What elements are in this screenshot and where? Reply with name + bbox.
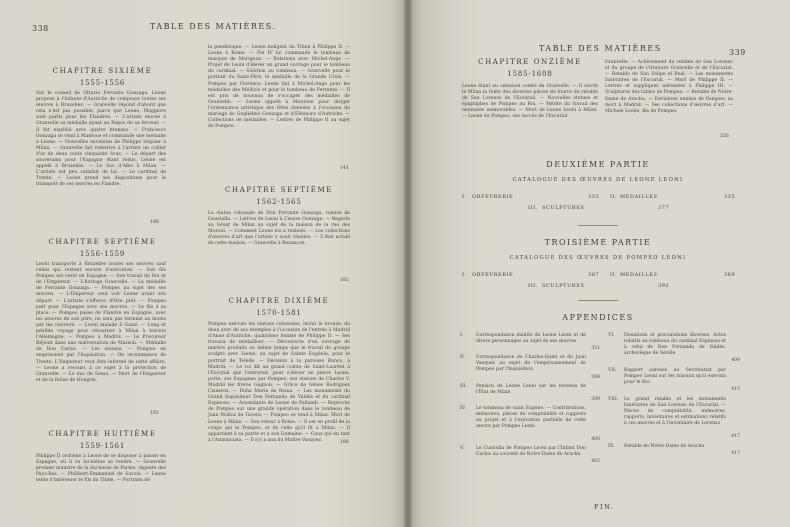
appendix-number: IX. (608, 444, 615, 449)
page-number: 339 (729, 48, 746, 57)
appendix-entry (460, 333, 600, 352)
catalogue-list (462, 194, 738, 216)
appendix-number: VIII. (608, 397, 619, 402)
appendix-number: VII. (608, 368, 617, 373)
chapter-summary (462, 84, 598, 144)
page-ref: 182 (340, 278, 349, 283)
summary-text: Pompeo exécute les statues colossales, inclut le bronze, du deux avec de ses exemples à l'occasion de l'entrée à Madrid d'Anne d'Autriche, quatrième femme de Philippe II. — Ses travaux de médailleur. — Découverte d'un ouvrage de marbre produits en même temps que le travail du groupe sculpté avec Leone, au sujet de Sainte Eugénie, pour le portrait de Tolède. — Décision à la paroisse Bunco, à Madrid. — Le roi dit au grand comte de Saint-Laurent à l'Escorial que l'entrerait, pour s'élever en pierre Leone, porte, ses Espagnes par Pompeo, ses statues de Charles V. Madrid les frères Gagnon. — Grâce de Génes Rodríguez Cisneros. — Doña Maria de Reina. — Les monuments du Grand Inquisiteur Don Fernando de Valdés et du cardinal Espinosa. — Ascendants de Leone de Pallandi. — Reproche de Pompeo sur une grande opération dans le tombeau de Juan Muñoz de Tavera. — Pompeo se rend à Milan. Mort de Leone à Milan. — Son retour à Rome. — Il est en profil de la coupe qui le Pompeo, et de celle qu'il fit à Milan. — Il appartient à sa patrie et a son Domaine. — Ceux qui en tant à l'Annunciata. — Il n'y a aux du Maître Vasquez. (208, 322, 350, 443)
page-number: 338 (32, 24, 49, 33)
entry-number: III. (528, 283, 538, 289)
appendix-page: 399 (591, 396, 600, 402)
page-ref: 188 (150, 220, 159, 225)
entry-label: MÉDAILLES (620, 194, 658, 200)
appendix-number: II. (460, 355, 466, 360)
running-head: TABLE DES MATIÈRES. (150, 22, 277, 31)
appendix-number: IV. (460, 406, 466, 411)
chapter-dates: 1585-1608 (507, 70, 553, 78)
appendix-page: 417 (731, 433, 740, 439)
entry-page: 387 (588, 272, 600, 278)
summary-text: Leoni transporte à Bruxelles toutes ses œuvres sauf celles qui restent encore d'exécution. — Son fils Pompeo est resté en Espagne. — Son travail du Roi et de l'Empereur. — L'horloge Granvelle. — La médaille de Ferrante Gonzaga. — Pompeo au sujet des ses œuvres. — L'Empereur veut voir Leone avant son départ. — L'artiste s'efforce d'être prêt. — Pompeo part pour l'Espagne avec ses œuvres. — Le fils à sa place. — Pompeo passe de Flandre en Espagne, avec les œuvres de son père, ne sera pas terminé au moins par les ouvriers. — Leoni malade à Gand. — Long et pénible voyage pour retourner à Milan à travers l'Allemagne. — Pompeo à Madrid. — Le Procureur Réjouit dans une malversation de Mazzoli. — Médaille de Don Carlos. — Les statues. — Pompeo en emprisonné par l'Inquisition. — On recommence de Trente. L'Empereur veut être informé de cette affaire. — Leone a recours à ce sujet à la protection de Granvelle. — Le duc de Sessa. — Mort de l'Empereur et de la Reine de Hongrie. (36, 262, 166, 383)
entry-label: SCULPTURES (542, 283, 585, 289)
page-ref: 188 (340, 440, 349, 445)
part-subtitle: CATALOGUE DES ŒUVRES DE LEONE LEONI (512, 177, 684, 183)
chapter-summary (208, 45, 350, 171)
chapter-title: CHAPITRE SEPTIÈME (48, 238, 157, 246)
summary-text: Sur le conseil de Ottavio Ferrante Gonzaga, Leone propose à l'Infante d'Autriche de composer toutes ses œuvres à Bruxelles. — Granvelle répond d'abord que cela n'est pas possible, parce que Leone, Maggiore sont partis pour les Flandres. — L'artiste envoie à Granvelle sa médaille ayant au Repos de sa ferveur. — Il fut expédié avec quatre bronzes. — Francesco Gonzaga se rend à Mantoue et commande une médaille à Leone. — Nouvelles enceintes de Philippe Séguier à Milan. — Granvelle fait remettre à l'artiste un collier d'or de deux cents cinquante écus. — Le départ des souverains pour l'Espagne étant remis, Leone est appelé à Bruxelles. — Le duc d'Albe à Milan. — L'artiste est peu satisfait de lui. — Le cardinal de Trente. — Leone prend ses dispositions pour le transport de ses œuvres en Flandre. (36, 91, 166, 188)
page-ref: 192 (150, 411, 159, 416)
catalogue-list (462, 272, 738, 294)
entry-label: MÉDAILLES (620, 272, 658, 278)
entry-number: II. (610, 194, 618, 200)
part-title: DEUXIÈME PARTIE (546, 160, 650, 169)
appendix-page: 415 (731, 386, 740, 392)
running-head: TABLE DES MATIÈRES (539, 44, 662, 53)
appendix-entry (608, 333, 740, 364)
appendix-entry (460, 355, 600, 381)
appendix-text: Le grand retable et les monuments funéraires de San Lorenzo de l'Escurial. — Pièces de comptabilité, mémoires, rapports, inventaires et estimations relatifs à ces œuvres et à l'inventaire de Lorenzo (624, 397, 726, 427)
appendix-entry (460, 406, 600, 443)
summary-text: la pendeloque. — Leone indigent du Titien à Philippe II. — Leone à Rome. — Pie IV lui commande le tombeau de marquis de Marignan. — Relations avec Michel-Ange. — Projet de Leoni d'élever un grand ouvrage pour le tombeau du cardinal. — Solution au tombeau. — Granvelle pour le portrait du Saint-Père, le médaille de la Grande Croix. — Pompeo par Florence. Leone fait à Michel-Ange pour les médailles des Médicis et pour le tombeau de Ferrante. — Il est pris de nouveau de s'occuper des médailles de Granvelle. — Leone appelé à Mantoue pour diriger l'ordonnance artistique des fêtes données à l'occasion du mariage de Guglielmo Gonzaga et d'Éléonore d'Autriche. — Collections de médailles. — Lettres de Philippe II au sujet de Pompeo. (208, 45, 350, 130)
chapter-dates: 1570-1581 (256, 309, 302, 317)
appendix-text: Le tombeau de saint Eugène. — Contributions, mémoires, pièces de comptabilité et rapports au projet et à l'exécution partielle de cette œuvre par Pompeo Leoni (476, 406, 586, 430)
appendix-page: 400 (591, 436, 600, 442)
chapter-dates: 1555-1556 (79, 79, 126, 87)
appendix-text: Donations et procurations diverses. Actes relatifs au tombeau du cardinal Espinosa et à celui de Don Fernando de Valdés, archevêque de Séville (624, 333, 726, 357)
chapter-summary (605, 60, 733, 138)
chapter-summary (208, 211, 350, 281)
appendix-page: 417 (731, 450, 740, 456)
entry-number: I. (462, 194, 467, 200)
appendix-number: III. (460, 384, 467, 389)
chapter-dates: 1559-1561 (79, 442, 126, 450)
appendix-entry (608, 397, 740, 440)
appendix-entry (460, 446, 600, 465)
entry-page: 377 (658, 205, 670, 211)
chapter-summary (36, 91, 166, 225)
entry-label: ORFÈVRERIE (472, 272, 514, 278)
chapter-dates: 1562-1565 (256, 198, 302, 206)
entry-page: 335 (724, 194, 736, 200)
appendix-text: Correspondance de Charles-Quint et de Juan Vazquez au sujet de l'emprisonnement de Pompeo par l'Inquisition (476, 355, 586, 373)
divider (578, 300, 618, 301)
appendix-number: V. (460, 446, 464, 451)
chapter-title: CHAPITRE SEPTIÈME (225, 186, 333, 194)
appendix-text: Pension de Leone Leoni sur les revenus de l'État de Milan (476, 384, 586, 396)
end-mark: FIN. (594, 503, 615, 511)
summary-text: Granvelle. — Achèvement du retable de San Lorenzo et du groupe de l'Oratoire Granvelle et de l'Escurial. — Retablo de San Felipe el Real. — Les monuments funéraires de l'Escurial. — Mort de Philippe II. — Lettres et suppliques adressées à Philippe III. — Sculptures des tables de Pompeo. — Retable de Notre-Dame de Aracha. — Dernières années de Pompeo; sa mort à Madrid. — Ses collections d'œuvres d'art. — Michele Leone, fils de Pompeo. (605, 60, 733, 114)
appendix-number: I. (460, 333, 464, 338)
divider (578, 225, 618, 226)
appendices-title: APPENDICES (562, 313, 634, 322)
entry-label: ORFÈVRERIE (472, 194, 514, 200)
appendix-text: Rapport adressé au Secrétariat par Pompeo Leoni sur les travaux qu'il exécuta pour le Roi (624, 368, 726, 386)
summary-text: Leone étant au omission comte de Granvelle. — Il ouvrit le Milan la fonte des diverses pièces du fourre du retable de San Lorenzo de l'Escurial. — Nouvelles statues et épigraphes de Pompeo au Roi. — Mérite du travail des monnaies mémorables. — Mort de Leone Leoni à Milan. — Leone du Pompeo, ses succès de l'Escurial (462, 84, 598, 120)
summary-text: Philippe II ordonne à Leone de se disposer à passer en Espagne, où il va lui-même se rendre. — Granvelle premier ministre de la duchesse de Parme, régente des Pays-Bas. — Philibert-Emmanuel de Savoie. — Leone tente d'intéresser le fils du Titien. — Portraits de (36, 454, 166, 484)
appendix-text: Le Custodia de Pompeo Leoni par l'Infant Don Carlos au couvent de Notre-Dame de Aracha (476, 446, 586, 458)
entry-page: 389 (724, 272, 736, 278)
entry-number: I. (462, 272, 467, 278)
appendix-number: VI. (608, 333, 615, 338)
entry-number: II. (610, 272, 618, 278)
chapter-summary (36, 262, 166, 414)
appendix-page: 396 (591, 374, 600, 380)
entry-page: 333 (588, 194, 600, 200)
chapter-title: CHAPITRE SIXIÈME (52, 67, 153, 75)
chapter-summary (208, 322, 350, 516)
appendix-page: 351 (591, 345, 600, 351)
page-ref: 141 (340, 166, 349, 171)
chapter-dates: 1556-1559 (79, 250, 126, 258)
entry-page: 392 (658, 283, 670, 289)
appendix-text: Retable de Notre-Dame de Aracha (624, 444, 705, 449)
page-ref: 326 (720, 134, 729, 139)
appendix-page: 403 (591, 458, 600, 464)
appendix-text: Correspondance inédite de Leone Leoni et de divers personnages au sujet de ses œuvres (476, 333, 586, 345)
part-title: TROISIÈME PARTIE (544, 238, 652, 247)
part-subtitle: CATALOGUE DES ŒUVRES DE POMPEO LEONI (509, 255, 687, 261)
entry-label: SCULPTURES (542, 205, 585, 211)
chapter-summary (36, 454, 166, 514)
chapter-title: CHAPITRE HUITIÈME (48, 430, 157, 438)
book-gutter (404, 0, 412, 527)
chapter-title: CHAPITRE DIXIÈME (228, 297, 330, 305)
appendix-entry (608, 368, 740, 393)
appendix-entry (608, 444, 740, 457)
summary-text: La statue colossale de Don Ferrante Gonzaga, remise de Guastalla. — Lettres de Leoni à Cesare Gonzaga. — Regrets au Sénat de Milan au sujet de la maison de la rue des Moroni. — Comment Leone les a réalisés. — Les collections d'œuvres d'art que l'artiste y avait réunies. — L'état actuel de cette maison. — Granvelle à Besançon. (208, 211, 350, 247)
appendix-entry (460, 384, 600, 403)
right-page (408, 0, 790, 527)
chapter-title: CHAPITRE ONZIÈME (478, 58, 582, 66)
appendix-page: 409 (731, 357, 740, 363)
entry-number: III. (528, 205, 538, 211)
